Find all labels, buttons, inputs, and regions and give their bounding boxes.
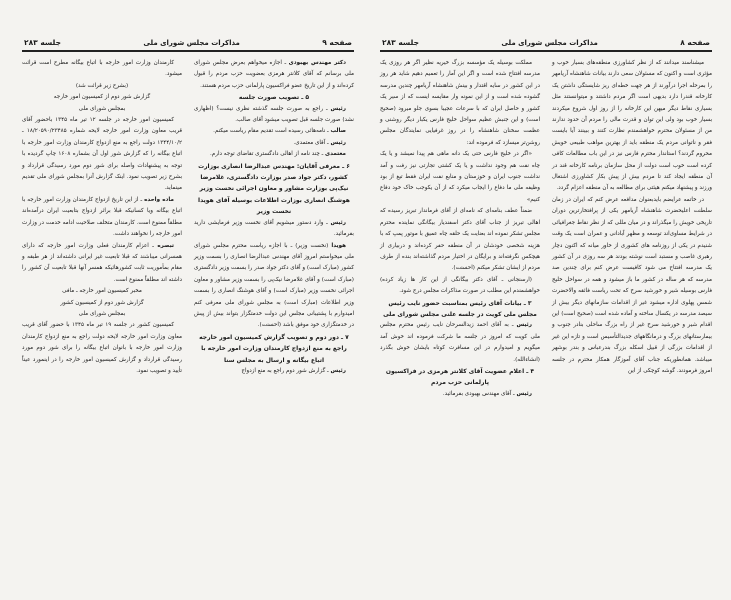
speaker-name: معتمدی [324,151,346,158]
speaker-name: رئیس [330,219,346,226]
paragraph-text: ـ گزارش شور دوم راجع به منع ازدواج [241,367,331,374]
body-paragraph: «اگر در خلیج فارس حتی یک دانه ماهی هم پیدا نمیشد و یا یک چاه نفت هم وجود نداشت و یا یک کشتی تجارتی نیز رفت و آمد نداشت جنوب ایران و خوزستان و منابع نفت ایران فقط تیغ از بود وظیفه ملی ما دفاع را ایجاب میکرد که از آن یکوجب خاک خود دفاع کنیم» [380,151,540,203]
paragraph-text: ـ اعزام کارمندان فعلی وزارت امور خارجه که دارای همسرانی میباشند که قبلا تابعیت غیر ایرانی داشته‌اند از هر طبقه و مقام بمأموریت ثابت کشورهائیکه همسر آنها قبلا تابعیت آن کشور را داشته اند مطلقاً ممنوع است. [22,242,182,283]
centered-line: گزارش شور دوم از کمیسیون امور خارجه [53,94,151,101]
article-label: تبصره [157,242,174,249]
centered-line: مخبر کمیسیون امور خارجه ـ مافی [62,288,142,295]
running-title: مذاکرات مجلس شورای ملی [143,39,240,47]
body-paragraph: کمیسیون امور خارجه در جلسه ۱۲ تیر ماه ۱۳۴۵ باحضور آقای قریب معاون وزارت امور خارجه لایحه شماره ۱۸/۲۰۵۹۰/۲۳۴۸۵ ـ ۱۳۴۴/۱۰/۲ دولت راجع به منع ازدواج کارمندان وزارت امور خارجه با اتباع بیگانه را که گزارش شور اول آن بشماره ۱۶۰۸ چاپ گردیده با توجه به پیشنهادات واصله برای شور دوم مورد رسیدگی قرارداد و بشرح زیر تصویب نمود. اینک گزارش آنرا بمجلس شورای ملی تقدیم مینماید. [22,117,182,192]
speech-paragraph [194,241,354,332]
centered-line: بمجلس شورای ملی [78,310,126,317]
paragraph-text: ـ به آقای احمد زیدالسرحان نایب رئیس محترم مجلس ملی کویت که امروز در جلسه ما شرکت فرموده اند خوش آمد میگویم و امیدوارم در این مسافرت کوتاه بایشان خوش بگذرد (انشاءالله). [380,322,540,363]
paragraph-text: ـ چند نامه از اهالی دادگستری تقاضای توجه دارم. [210,151,325,158]
section-heading: ۴ ـ اعلام عضویت آقای کلانتر هرمزی در فراکسیون پارلمانی حزب مردم [385,367,535,387]
body-paragraph: کارمندان وزارت امور خارجه با اتباع بیگانه مطرح است قرائت میشود. [22,60,182,78]
column-left [380,58,540,400]
section-heading: ۳ ـ بیانات آقای رئیس بمناسبت حضور نایب رئیس مجلس ملی کویت در جلسه علنی مجلس شورای ملی [383,299,537,318]
session-number: جلسه ۲۸۳ [24,38,62,47]
body-paragraph: ضمناً عطف بنامه‌ای که نامه‌ای از آقای فرماندار تبریز رسیده که اهالی تبریز از جناب آقای دکتر اسفندیار بیگانگی نماینده محترم مجلس تشکر نموده اند بعنایت یک حلقه چاه عمیق با موتور پمپ که با هزینه شخصی خودشان در آن منطقه حفر کرده‌اند و دربیاری از هیچکس نگرفته‌اند و برایگان در اختیار مردم گذاشته‌اند بنده از طرف مردم از ایشان تشکر میکنم (احسنت). [380,208,540,272]
speaker-name: رئیس [516,390,532,397]
paragraph-text: ـ نامه‌هائی رسیده است تقدیم مقام ریاست میکنم. [213,128,331,135]
body-paragraph: در خاتمه عرایضم بایدبعنوان مدافعه عرض کنم که ایران در زمان سلطنت اعلیحضرت شاهنشاه آریامهر یکی از پرافتخارترین دوران تاریخی خویش را میگذراند و در میان مللی که از نظر نقاط جغرافیائی در شرایط مساوی‌اند توسعه و مظهر آبادانی و عمران است یک وقت شنیدم در یکی از روزنامه های کشوری از خاور میانه که اکنون دچار رهبری غاصب و مستبد است نوشته بودند هر سه روزی در آن کشور یک مدرسه افتتاح می شود کافیست عرض کنم برای چندین صد مدرسه که هر ساله در کشور ما باز میشود و همه در سواحل خلیج فارس بوسیله شیر و خورشید سرخ که تحت ریاست فائقه والاحضرت شمس پهلوی اداره میشود غیر از اقدامات سازمانهای دیگر بیش از سیصد مدرسه در یکسال ساخته و آماده شده است (صحیح است) این اقدام شیر و خورشید سرخ غیر از راه بزرگ ساحلی بنادر جنوب و بیمارستانهای بزرگ و درمانگاههای جدیدالتأسیس است و تازه این غیر از اقدامات بزرگی از قبیل اسکله بزرگ بندرعباس و بندر بوشهر میباشد. همانطوریکه جناب آقای آموزگار همکار محترم در جلسه امروز فرمودند. گوشه کوچکی از این [552,196,712,374]
speaker-name: صالب [330,128,346,135]
speech-paragraph [194,149,354,160]
paragraph-text: ـ راجع به صورت جلسه گذشته نظری نیست؟ (اظهاری نشد) صورت جلسه قبل تصویب میشود آقای صالب. [194,105,354,124]
speech-paragraph [194,138,354,149]
paragraph-text: ـ از این تاریخ ازدواج کارمندان وزارت امور خارجه با اتباع بیگانه ویا کسانیکه قبلا براثر ازدواج بتابعیت ایران درآمده‌اند مطلقاً ممنوع است. کارمندان متخلف صلاحیت ادامه خدمت در وزارت امور خارجه را نخواهند داشت. [22,196,182,238]
section-heading: ۶ ـ معرفی آقایان: مهندس عبدالرضا انصاری بوزارت کشور، دکتر جواد صدر بوزارت دادگستری، غلامرضا نیک‌پی بوزارت مشاور و معاون اجرائی نخست وزیر هوشنگ انصاری بوزارت اطلاعات بوسیله آقای هویدا نخست وزیر [198,162,350,216]
paragraph-text: (نخست وزیر) ـ با اجازه ریاست محترم مجلس شورای ملی میخواستم امروز آقای مهندس عبدالرضا انصاری را بسمت وزیر کشور (مبارک است) و آقای دکتر جواد صدر را بسمت وزیر دادگستری (مبارک است) و آقای غلامرضا نیک‌پی را بسمت وزیر مشاور و معاون اجرائی نخست وزیر (مبارک است) و آقای هوشنگ انصاری را بسمت وزیر اطلاعات (مبارک است) به مجلس شورای ملی معرفی کنم امیدوارم با پشتیبانی مجلس این دولت خدمتگزار بتواند بیش از پیش در خدمتگزاری خود موفق باشد (احسنت). [194,242,354,329]
page-number: صفحه ۹ [322,38,352,47]
column-right [552,58,712,400]
page-header [22,38,354,52]
speaker-name: هویدا [331,242,346,249]
speaker-name: رئیس [330,367,346,374]
body-paragraph: (ارسنجانی ـ آقای دکتر بیگانگی از این کار ها زیاد کرده) خواهشمندم این مطلب در صورت مذاکرات مجلس درج شود. [380,276,540,295]
centered-line: (بشرح زیر قرائت شد) [75,82,129,89]
column-left [22,58,182,377]
speech-paragraph [194,366,354,377]
article-paragraph [22,241,182,287]
column-right [194,58,354,377]
section-heading: ۷ ـ دور دوم و تصویب گزارش کمیسیون امور خارجه راجع به منع ازدواج کارمندان وزارت امور خارجه با اتباع بیگانه و ارسال به مجلس سنا [199,333,349,364]
paragraph-text: ـ وارد دستور میشویم آقای نخست وزیر فرمایشی دارید بفرمائید. [194,219,354,238]
speech-paragraph [194,218,354,241]
centered-line: گزارش شور دوم از کمیسیون کشور [60,299,144,306]
body-paragraph: کمیسیون کشور در جلسه ۱۹ تیر ماه ۱۳۴۵ با حضور آقای قریب معاون وزارت امور خارجه لایحه دولت راجع به منع ازدواج کارمندان وزارت امور خارجه با بانوان اتباع بیگانه را برای شور دوم مورد رسیدگی قرارداد و گزارش کمیسیون امور خارجه را در اینمورد عیناً تأیید و تصویب نمود. [22,322,182,374]
right-page [380,38,712,598]
speech-paragraph [194,104,354,127]
running-title: مذاکرات مجلس شورای ملی [501,39,598,47]
speech-paragraph [380,389,540,400]
speech-paragraph [194,126,354,137]
body-paragraph: میشناسند میدانند که از نظر کشاورزی منطقه‌های بسیار خوب و مؤثری است و اکنون که مسئولان سعی دارند بیانات شاهنشاه آریامهر را بمرحله اجرا درآورند از هر جهت خطه‌ای ریز شایستگی داشتن یک کارخانه قندرا دارد بدیهی است اگر مردم داشتند و میتوانستند مثل بسیاری نقاط دیگر میهن این کارخانه را از روز اول شروع میکردند بسیار خوب بود ولی این توان و قدرت مالی را مردم آن حدود ندارند من از مسئولان محترم خواهشمندم نظارت کنند و ببینند آیا بایست فقر و ناتوانی مردم یک منطقه باید از بهترین مواهب طبیعی خویش محروم گردند؟ استاندار محترم فارس نیز در این باب مطالعات کافی کرده است خوب است دولت از محل سازمان برنامه کارخانه قند در آن منطقه ایجاد کند تا مردم بیش از پیش بکار کشاورزی اشتغال ورزند و پیشنهاد میکنم هیئتی برای مطالعه به آن منطقه اعزام گردد. [552,60,712,192]
section-heading: ۵ ـ تصویب صورت جلسه [238,94,310,102]
speaker-name: رئیس [516,322,532,329]
speaker-name: دکتر مهندس بهبودی [288,60,346,66]
speaker-name: رئیس [330,139,346,146]
body-paragraph: مملکت بوسیله یک مؤسسه بزرگ خیریه نظیر اگر هر روزی یک مدرسه افتتاح شده است و اگر این آمار را تعمیم دهیم شاید هر روز در این کشور در سایه اقتدار و بینش شاهنشاه آریامهر چندین مدرسه گشوده شده است و از این نمونه وار مقایسه ایست که از سیر یک کشور و حاصل ایران که با سرعات عجیبا بسوی جلو میرود (صحیح است) و این جنبش عظیم سواحل خلیج فارس یکبار دیگر روشنی و عظمت سخنان شاهنشاه را در روز غرفیایی نمایندگان مجلس روشن‌تر میسازد که فرموده اند: [380,60,540,146]
paragraph-text: ـ آقای مهندس بهبودی بفرمائید. [442,390,517,397]
article-label: ماده واحده [144,196,174,203]
speech-paragraph [380,320,540,366]
speaker-name: رئیس [330,105,346,112]
page-header [380,38,712,52]
speech-paragraph [194,58,354,92]
paragraph-text: ـ آقای معتمدی. [293,139,331,146]
session-number: جلسه ۲۸۳ [382,38,420,47]
paragraph-text: ـ اجازه میخواهم بعرض مجلس شورای ملی برسانم که آقای کلانتر هرمزی بعضویت حزب مردم را قبول کرده‌اند و از این تاریخ عضو فراکسیون پارلمانی حزب مردم هستند. [194,60,354,89]
left-page [22,38,354,598]
page-number: صفحه ۸ [680,38,710,47]
centered-line: بمجلس شورای ملی [78,105,126,112]
article-paragraph [22,195,182,241]
